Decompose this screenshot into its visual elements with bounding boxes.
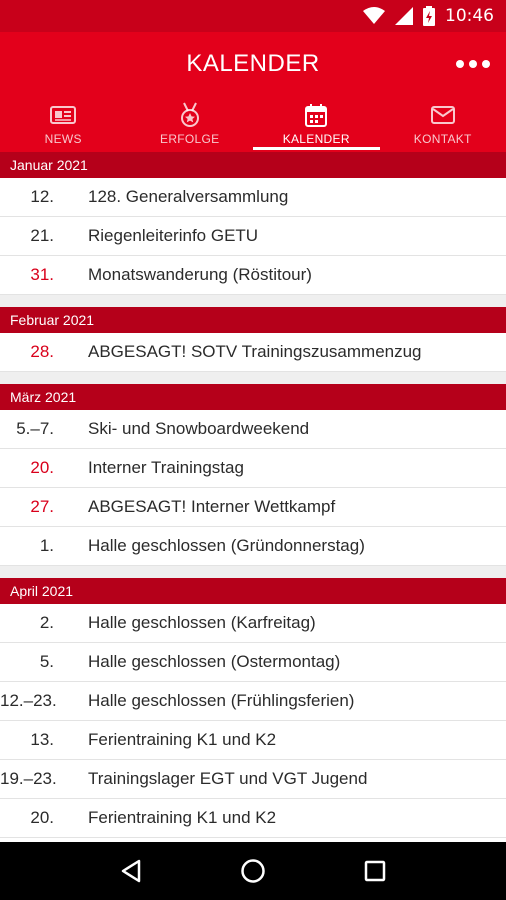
event-row[interactable] [0, 604, 506, 643]
event-date: 12.–23. [0, 691, 57, 710]
event-date: 1. [39, 536, 54, 555]
event-title: Monatswanderung (Röstitour) [88, 265, 312, 284]
event-date: 13. [30, 730, 54, 749]
more-options-icon[interactable] [456, 56, 490, 72]
event-row[interactable] [0, 488, 506, 527]
status-bar [0, 0, 506, 32]
calendar-icon [305, 102, 327, 128]
event-title: Halle geschlossen (Gründonnerstag) [88, 536, 365, 555]
event-date: 2. [39, 613, 54, 632]
tab-label: NEWS [44, 132, 82, 146]
tab-label: KALENDER [282, 132, 350, 146]
event-row[interactable] [0, 799, 506, 838]
event-date: 27. [30, 497, 54, 516]
event-date: 12. [30, 187, 54, 206]
tab-bar [0, 98, 506, 152]
news-icon [50, 102, 76, 128]
event-title: 128. Generalversammlung [88, 187, 289, 206]
status-time: 10:46 [445, 6, 494, 26]
event-title: Ferientraining K1 und K2 [88, 808, 277, 827]
event-date: 19.–23. [0, 769, 57, 788]
event-title: Halle geschlossen (Ostermontag) [88, 652, 341, 671]
app-bar [0, 32, 506, 98]
event-date: 20. [30, 808, 54, 827]
section-divider [0, 295, 506, 307]
event-row[interactable] [0, 217, 506, 256]
back-icon[interactable] [111, 851, 151, 891]
event-title: Trainingslager EGT und VGT Jugend [88, 769, 368, 788]
mail-icon [431, 102, 455, 128]
event-row[interactable] [0, 721, 506, 760]
event-row[interactable] [0, 410, 506, 449]
month-header: Februar 2021 [0, 307, 506, 333]
wifi-icon [363, 7, 385, 25]
event-row[interactable] [0, 449, 506, 488]
tab-news[interactable] [0, 98, 127, 152]
month-header: März 2021 [0, 384, 506, 410]
system-navigation-bar [0, 842, 506, 900]
cell-signal-icon [395, 7, 413, 25]
medal-icon [179, 102, 201, 128]
page-title: KALENDER [186, 50, 320, 77]
tab-kontakt[interactable] [380, 98, 506, 152]
event-row[interactable] [0, 178, 506, 217]
tab-kalender[interactable] [253, 98, 380, 152]
event-row[interactable] [0, 682, 506, 721]
event-title: ABGESAGT! SOTV Trainingszusammenzug [88, 342, 422, 361]
calendar-list[interactable] [0, 152, 506, 842]
event-row[interactable] [0, 527, 506, 566]
battery-icon [423, 6, 435, 26]
event-date: 5. [39, 652, 54, 671]
event-date: 28. [30, 342, 54, 361]
event-row[interactable] [0, 256, 506, 295]
tab-label: ERFOLGE [160, 132, 220, 146]
event-title: Interner Trainingstag [88, 458, 244, 477]
event-row[interactable] [0, 760, 506, 799]
event-title: Halle geschlossen (Karfreitag) [88, 613, 316, 632]
section-divider [0, 566, 506, 578]
tab-label: KONTAKT [413, 132, 472, 146]
event-date: 20. [30, 458, 54, 477]
event-title: Ski- und Snowboardweekend [88, 419, 310, 438]
event-title: ABGESAGT! Interner Wettkampf [88, 497, 336, 516]
event-date: 5.–7. [16, 419, 54, 438]
tab-erfolge[interactable] [127, 98, 254, 152]
event-title: Riegenleiterinfo GETU [88, 226, 259, 245]
event-title: Halle geschlossen (Frühlingsferien) [88, 691, 355, 710]
event-row[interactable] [0, 643, 506, 682]
event-date: 21. [30, 226, 54, 245]
event-date: 31. [30, 265, 54, 284]
month-header: April 2021 [0, 578, 506, 604]
month-header: Januar 2021 [0, 152, 506, 178]
section-divider [0, 372, 506, 384]
recents-icon[interactable] [355, 851, 395, 891]
event-title: Ferientraining K1 und K2 [88, 730, 277, 749]
event-row[interactable] [0, 333, 506, 372]
home-icon[interactable] [233, 851, 273, 891]
